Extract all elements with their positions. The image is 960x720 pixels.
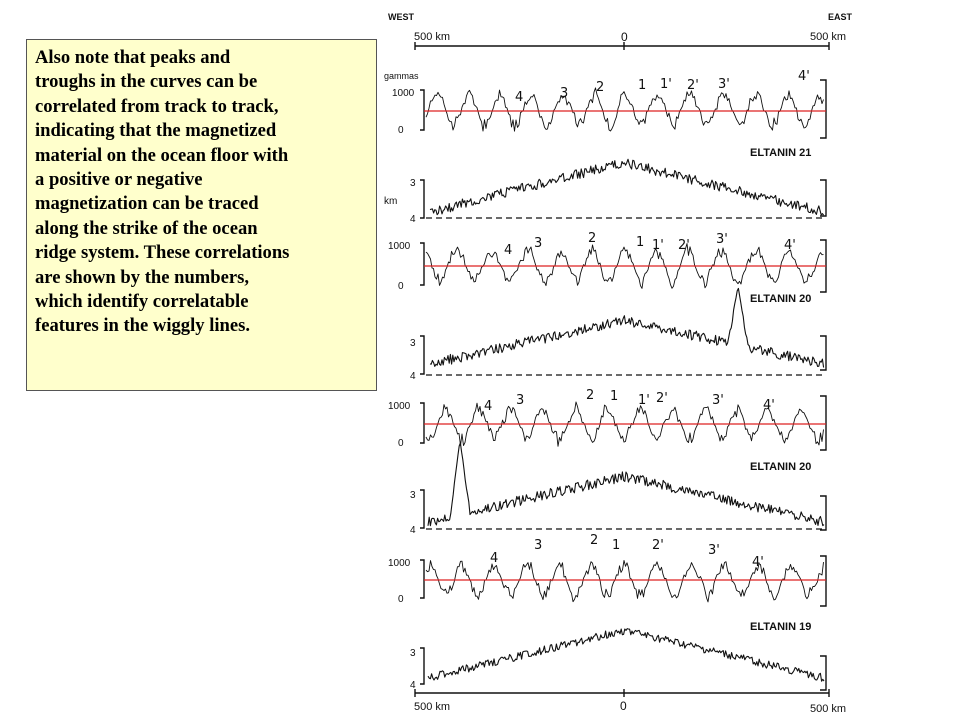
depth-tick-4: 4 bbox=[410, 525, 416, 536]
scale-right-top: 500 km bbox=[810, 31, 847, 43]
track-name: ELTANIN 20 bbox=[750, 293, 812, 305]
bathymetry-trace bbox=[428, 443, 824, 526]
mag-right-bracket bbox=[820, 396, 826, 450]
mag-tick-1000: 1000 bbox=[392, 88, 415, 99]
note-line: material on the ocean floor with bbox=[35, 144, 289, 166]
scale-center-top: 0 bbox=[621, 30, 628, 44]
anomaly-label: 2' bbox=[687, 78, 699, 93]
anomaly-label: 1 bbox=[612, 538, 621, 553]
depth-tick-3: 3 bbox=[410, 648, 416, 659]
magnetic-anomaly-trace bbox=[426, 88, 824, 131]
mag-unit-label: gammas bbox=[384, 71, 419, 81]
mag-axis-bracket bbox=[420, 243, 424, 285]
track-name: ELTANIN 19 bbox=[750, 621, 812, 633]
note-line: a positive or negative bbox=[35, 169, 203, 191]
note-line: magnetization can be traced bbox=[35, 193, 259, 215]
anomaly-label: 2 bbox=[586, 388, 595, 403]
note-line: indicating that the magnetized bbox=[35, 120, 277, 142]
anomaly-label: 3 bbox=[534, 538, 543, 553]
note-line: which identify correlatable bbox=[35, 291, 249, 313]
track-eltanin-19 bbox=[388, 533, 826, 691]
bathymetry-trace bbox=[428, 629, 824, 682]
depth-axis-bracket bbox=[420, 490, 424, 528]
scale-bar-bottom bbox=[415, 689, 829, 697]
anomaly-label: 3 bbox=[560, 86, 569, 101]
east-label: EAST bbox=[828, 12, 853, 22]
anomaly-label: 2' bbox=[656, 391, 668, 406]
anomaly-label: 1 bbox=[636, 235, 645, 250]
anomaly-label: 3' bbox=[708, 543, 720, 558]
note-line: troughs in the curves can be bbox=[35, 71, 258, 93]
anomaly-label: 4 bbox=[484, 399, 493, 414]
anomaly-label: 3' bbox=[718, 77, 730, 92]
scale-left-bottom: 500 km bbox=[414, 701, 451, 713]
anomaly-label: 3 bbox=[534, 236, 543, 251]
note-line: Also note that peaks and bbox=[35, 47, 231, 68]
note-text bbox=[35, 46, 372, 339]
scale-center-bottom: 0 bbox=[620, 699, 627, 713]
track-name: ELTANIN 20 bbox=[750, 461, 812, 473]
bathymetry-trace bbox=[430, 159, 824, 215]
anomaly-label: 1 bbox=[610, 389, 619, 404]
anomaly-label: 2 bbox=[588, 231, 597, 246]
anomaly-label: 4' bbox=[784, 238, 796, 253]
anomaly-label: 4 bbox=[504, 243, 513, 258]
magnetic-profile-figure bbox=[380, 0, 860, 720]
anomaly-label: 1 bbox=[638, 78, 647, 93]
mag-axis-bracket bbox=[420, 90, 424, 130]
note-line: correlated from track to track, bbox=[35, 95, 279, 117]
anomaly-label: 2' bbox=[678, 238, 690, 253]
depth-tick-4: 4 bbox=[410, 680, 416, 691]
anomaly-label: 1' bbox=[652, 238, 664, 253]
mag-tick-1000: 1000 bbox=[388, 241, 411, 252]
anomaly-label: 3' bbox=[716, 232, 728, 247]
note-line: along the strike of the ocean bbox=[35, 217, 258, 239]
depth-tick-4: 4 bbox=[410, 371, 416, 382]
explanation-note bbox=[26, 39, 377, 391]
anomaly-label: 2 bbox=[596, 80, 605, 95]
depth-right-bracket bbox=[820, 180, 826, 216]
track-eltanin-21 bbox=[384, 69, 826, 225]
depth-tick-4: 4 bbox=[410, 214, 416, 225]
note-line: are shown by the numbers, bbox=[35, 266, 250, 288]
depth-tick-3: 3 bbox=[410, 338, 416, 349]
mag-axis-bracket bbox=[420, 560, 424, 598]
mag-tick-0: 0 bbox=[398, 281, 404, 292]
magnetic-anomaly-trace bbox=[426, 560, 824, 602]
scale-left-top: 500 km bbox=[414, 31, 451, 43]
mag-tick-0: 0 bbox=[398, 594, 404, 605]
depth-axis-bracket bbox=[420, 180, 424, 218]
mag-tick-1000: 1000 bbox=[388, 558, 411, 569]
anomaly-label: 2 bbox=[590, 533, 599, 548]
depth-tick-3: 3 bbox=[410, 178, 416, 189]
anomaly-label: 1' bbox=[660, 77, 672, 92]
mag-tick-1000: 1000 bbox=[388, 401, 411, 412]
depth-unit-km: km bbox=[384, 196, 398, 207]
mag-axis-bracket bbox=[420, 403, 424, 443]
west-label: WEST bbox=[388, 12, 414, 22]
track-eltanin-20-a bbox=[388, 231, 826, 382]
anomaly-label: 4' bbox=[752, 555, 764, 570]
mag-tick-0: 0 bbox=[398, 438, 404, 449]
anomaly-label: 4 bbox=[515, 90, 524, 105]
anomaly-label: 4' bbox=[763, 398, 775, 413]
anomaly-label: 2' bbox=[652, 538, 664, 553]
track-eltanin-20-b bbox=[388, 388, 826, 536]
anomaly-label: 4' bbox=[798, 69, 810, 84]
anomaly-label: 1' bbox=[638, 393, 650, 408]
anomaly-label: 4 bbox=[490, 551, 499, 566]
note-line: ridge system. These correlations bbox=[35, 242, 290, 264]
mag-tick-0: 0 bbox=[398, 125, 404, 136]
track-name: ELTANIN 21 bbox=[750, 147, 812, 159]
anomaly-label: 3 bbox=[516, 393, 525, 408]
anomaly-label: 3' bbox=[712, 393, 724, 408]
depth-right-bracket bbox=[820, 656, 826, 690]
depth-axis-bracket bbox=[420, 336, 424, 374]
scale-right-bottom: 500 km bbox=[810, 703, 847, 715]
depth-axis-bracket bbox=[420, 648, 424, 684]
note-line: features in the wiggly lines. bbox=[35, 315, 251, 337]
depth-tick-3: 3 bbox=[410, 490, 416, 501]
mag-right-bracket bbox=[820, 80, 826, 138]
